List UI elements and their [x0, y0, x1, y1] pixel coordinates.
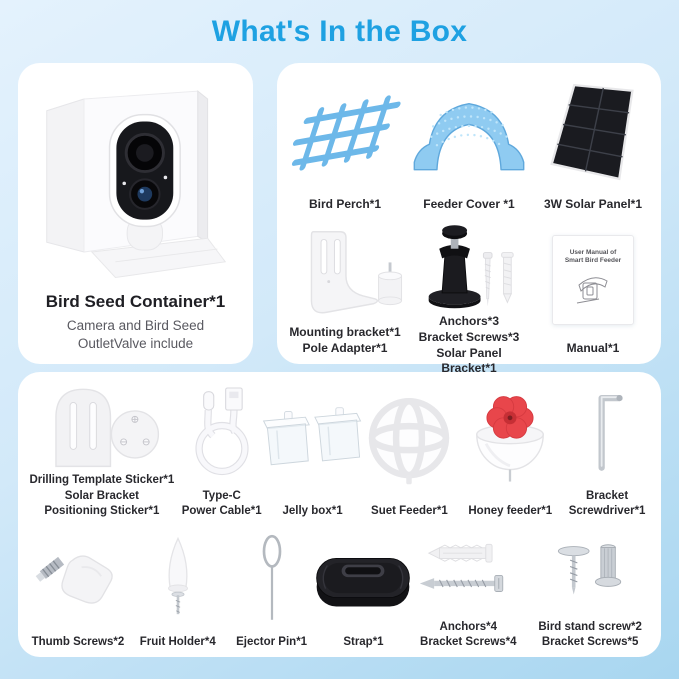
item-label: Strap*1	[343, 635, 384, 648]
bottom-row-2	[26, 522, 653, 653]
manual-sketch-icon	[573, 271, 613, 307]
item-screwdriver	[561, 376, 653, 522]
accessories-card-top	[277, 63, 661, 376]
bird-seed-container-card	[18, 63, 253, 364]
bird-feeder-camera-icon	[33, 69, 239, 281]
item-solar-panel	[531, 67, 655, 218]
item-label: Bird stand screw*2 Bracket Screws*5	[538, 620, 642, 648]
item-label: Mounting bracket*1 Pole Adapter*1	[289, 325, 401, 356]
item-strap	[318, 522, 410, 653]
item-jelly-box	[266, 376, 360, 522]
bird-seed-container-desc: Camera and Bird Seed OutletValve include	[66, 318, 205, 351]
item-label: Manual*1	[566, 341, 620, 356]
feeder-cover-icon	[403, 85, 535, 179]
solar-panel-bracket-icon	[406, 218, 532, 314]
item-label: Bird Perch*1	[308, 197, 382, 212]
manual-icon	[552, 235, 634, 325]
bird-seed-container-title: Bird Seed Container*1	[45, 292, 226, 311]
item-label: Honey feeder*1	[468, 504, 553, 517]
item-fruit-holder	[130, 522, 226, 653]
bottom-row-1	[26, 376, 653, 522]
suet-feeder-icon	[361, 392, 457, 488]
item-label: Suet Feeder*1	[371, 504, 448, 517]
honey-feeder-icon	[462, 392, 558, 488]
item-feeder-cover	[407, 67, 531, 218]
bird-perch-icon	[280, 83, 410, 181]
top-section	[18, 63, 661, 376]
jelly-box-icon	[256, 400, 370, 480]
strap-icon	[303, 537, 423, 619]
item-drilling-template	[26, 376, 178, 522]
item-type-c-cable	[178, 376, 266, 522]
anchor-and-screw-icon	[411, 530, 525, 612]
accessories-card-bottom	[18, 372, 661, 657]
item-mounting-bracket	[283, 218, 407, 362]
item-manual	[531, 218, 655, 362]
item-label: 3W Solar Panel*1	[543, 197, 643, 212]
drilling-template-icon	[39, 378, 165, 472]
item-label: Drilling Template Sticker*1 Solar Bracket Positioning Sticker*1	[29, 474, 175, 517]
item-label: Feeder Cover *1	[423, 197, 515, 212]
page-title: What's In the Box	[211, 15, 468, 48]
item-anchors-bracket	[407, 218, 531, 376]
item-suet-feeder	[359, 376, 459, 522]
item-label: Anchors*4 Bracket Screws*4	[420, 620, 517, 648]
item-label: Type-C Power Cable*1	[181, 489, 262, 517]
manual-cover-text: User Manual of Smart Bird Feeder	[564, 248, 622, 265]
item-bird-perch	[283, 67, 407, 218]
thumb-screw-icon	[26, 537, 130, 619]
item-label: Jelly box*1	[282, 504, 343, 517]
item-label: Thumb Screws*2	[31, 635, 125, 648]
item-honey-feeder	[459, 376, 561, 522]
item-label: Ejector Pin*1	[236, 635, 308, 648]
bird-seed-container-art	[33, 69, 239, 286]
solar-panel-icon	[548, 79, 638, 185]
item-thumb-screws	[26, 522, 130, 653]
item-label: Bracket Screwdriver*1	[568, 489, 646, 517]
item-bird-stand-screws	[527, 522, 653, 653]
stand-screws-icon	[546, 533, 634, 609]
mounting-bracket-icon	[282, 226, 408, 318]
item-label: Fruit Holder*4	[139, 635, 216, 648]
item-label: Anchors*3 Bracket Screws*3 Solar Panel Bracket*1	[418, 314, 520, 376]
item-anchors-screws	[409, 522, 527, 653]
allen-key-icon	[582, 385, 632, 479]
ejector-pin-icon	[250, 530, 294, 626]
fruit-holder-icon	[147, 533, 209, 623]
